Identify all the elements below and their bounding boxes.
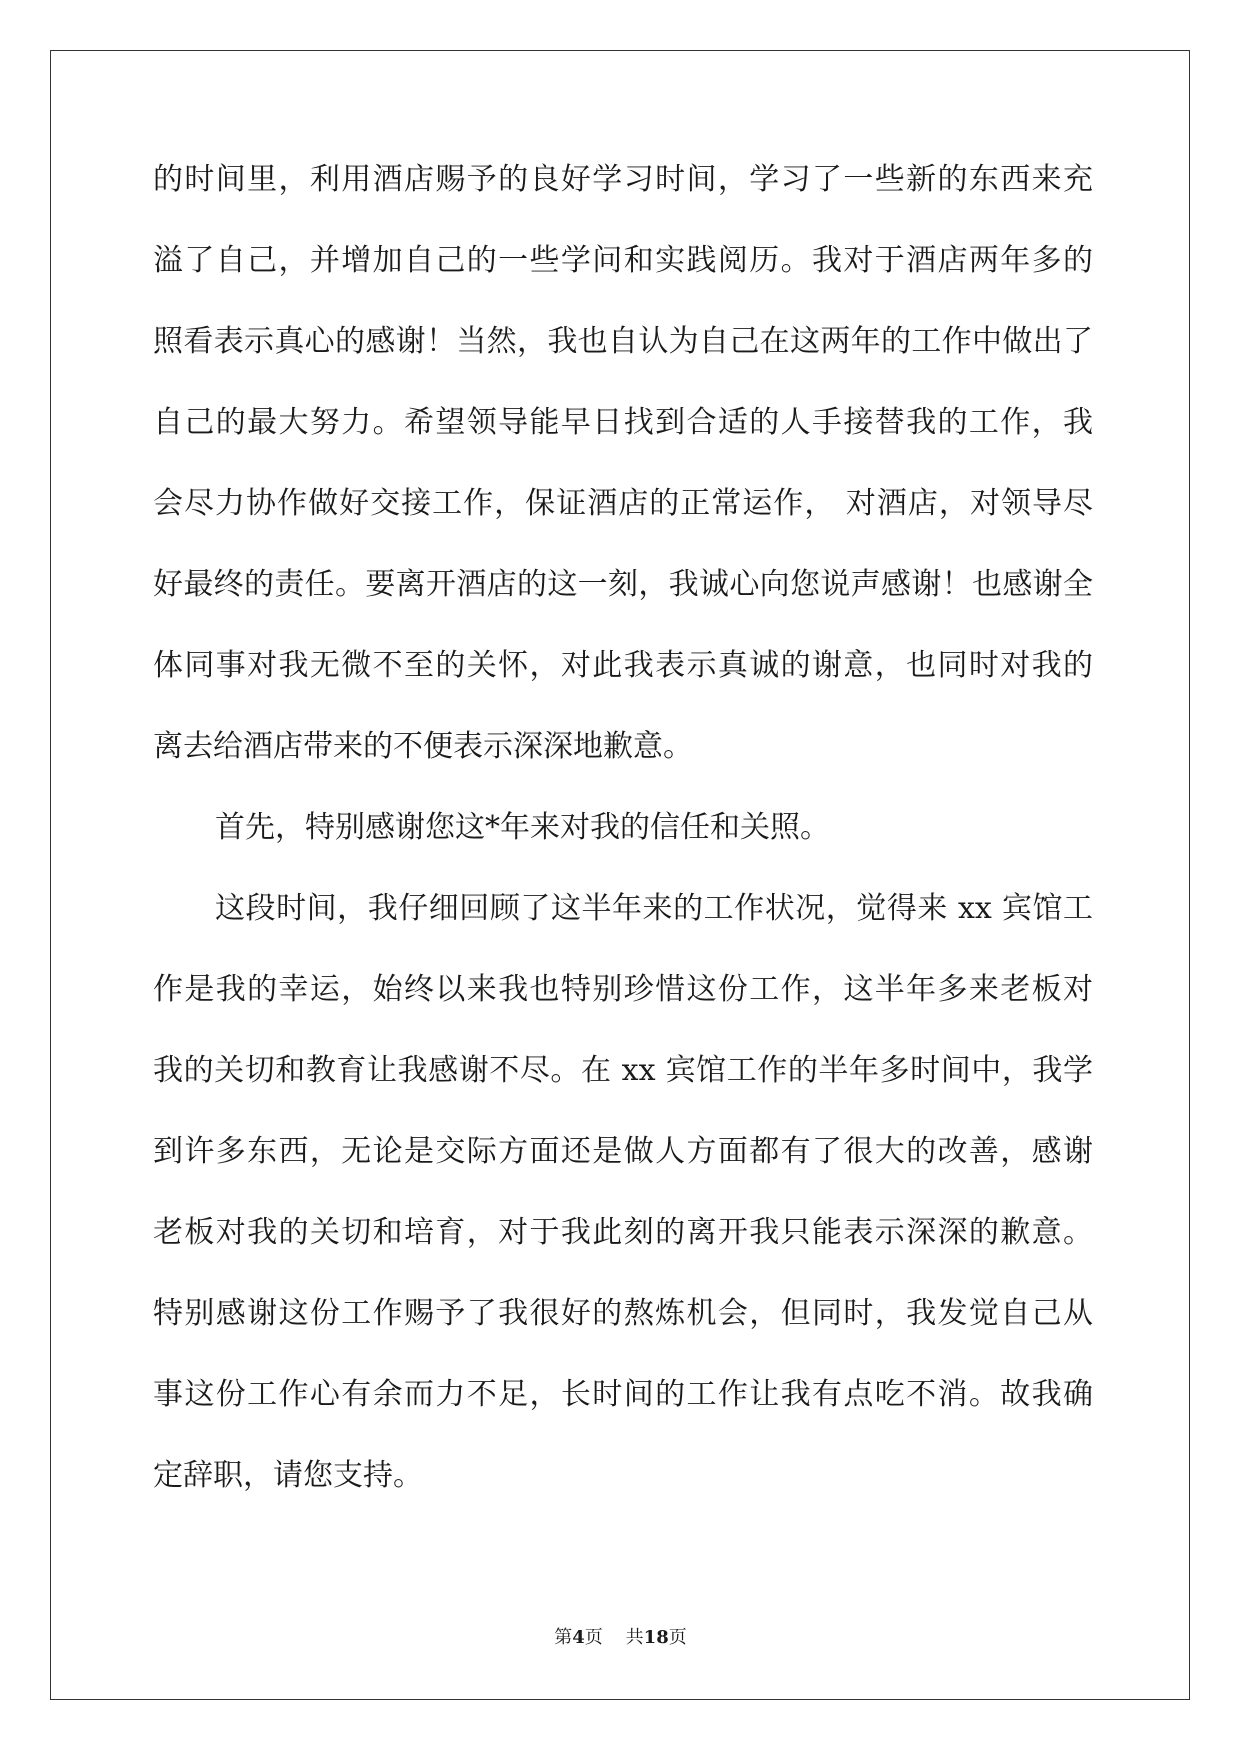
- text-line: 自己的最大努力。希望领导能早日找到合适的人手接替我的工作，我: [153, 405, 1093, 440]
- document-body: [153, 160, 1093, 1537]
- text-line: 事这份工作心有余而力不足，长时间的工作让我有点吃不消。故我确: [153, 1377, 1093, 1412]
- text-line: 这段时间，我仔细回顾了这半年来的工作状况，觉得来 xx 宾馆工: [215, 891, 1093, 926]
- text-line: 定辞职，请您支持。: [153, 1458, 423, 1493]
- text-line: 到许多东西，无论是交际方面还是做人方面都有了很大的改善，感谢: [153, 1134, 1093, 1169]
- text-line: 离去给酒店带来的不便表示深深地歉意。: [153, 729, 693, 764]
- text-line: 特别感谢这份工作赐予了我很好的熬炼机会，但同时，我发觉自己从: [153, 1296, 1093, 1331]
- text-line: 作是我的幸运，始终以来我也特别珍惜这份工作，这半年多来老板对: [153, 972, 1093, 1007]
- text-line: 会尽力协作做好交接工作，保证酒店的正常运作， 对酒店，对领导尽: [153, 486, 1093, 521]
- text-line: 体同事对我无微不至的关怀，对此我表示真诚的谢意，也同时对我的: [153, 648, 1093, 683]
- footer-total-suffix: 页: [668, 1627, 687, 1648]
- current-page-number: 4: [572, 1627, 585, 1648]
- text-line: 好最终的责任。要离开酒店的这一刻，我诚心向您说声感谢！也感谢全: [153, 567, 1093, 602]
- text-line: 的时间里，利用酒店赐予的良好学习时间，学习了一些新的东西来充: [153, 162, 1093, 197]
- text-line: 照看表示真心的感谢！当然，我也自认为自己在这两年的工作中做出了: [153, 324, 1093, 359]
- total-page-count: 18: [643, 1627, 669, 1648]
- text-line: 老板对我的关切和培育，对于我此刻的离开我只能表示深深的歉意。: [153, 1215, 1093, 1250]
- page-footer: [0, 1626, 1241, 1650]
- footer-page-suffix: 页: [584, 1627, 603, 1648]
- text-line: 首先，特别感谢您这*年来对我的信任和关照。: [215, 810, 830, 845]
- footer-total-prefix: 共: [625, 1627, 644, 1648]
- footer-prefix: 第: [554, 1627, 573, 1648]
- text-line: 溢了自己，并增加自己的一些学问和实践阅历。我对于酒店两年多的: [153, 243, 1093, 278]
- text-line: 我的关切和教育让我感谢不尽。在 xx 宾馆工作的半年多时间中，我学: [153, 1053, 1093, 1088]
